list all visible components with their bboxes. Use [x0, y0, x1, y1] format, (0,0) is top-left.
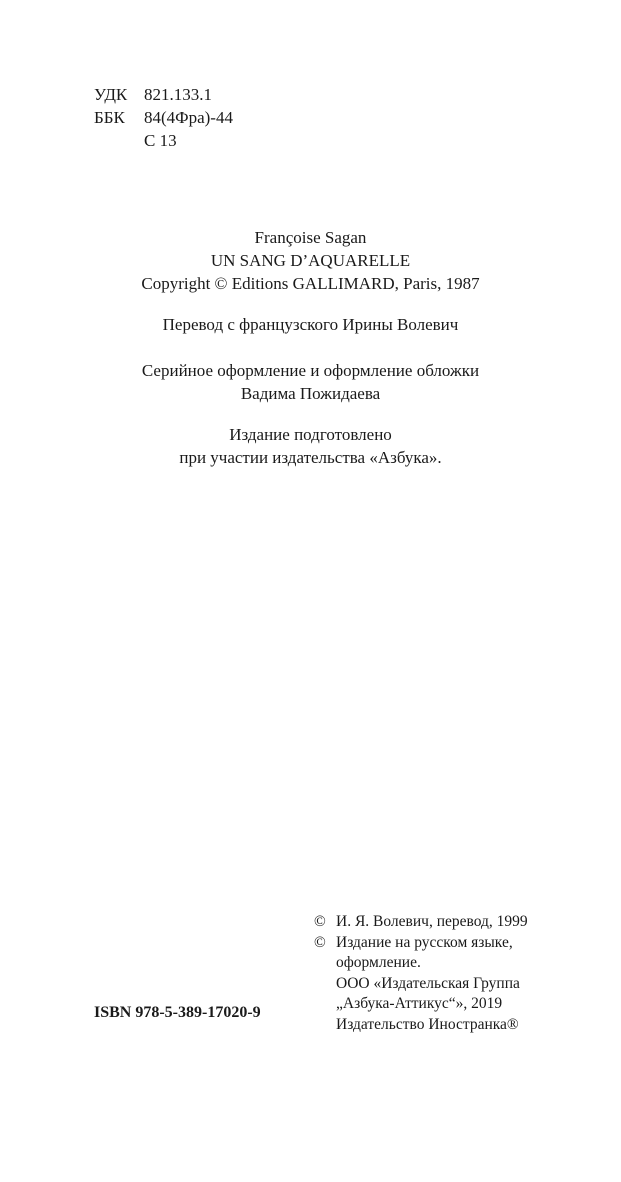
- classification-codes: [94, 83, 233, 152]
- edition-credit: [0, 423, 621, 469]
- design-line-1: Серийное оформление и оформление обложки: [141, 361, 480, 380]
- edition-line-1: Издание подготовлено: [229, 425, 392, 444]
- translation-notice: И. Я. Волевич, перевод, 1999: [336, 913, 528, 930]
- design-line-2: Вадима Пожидаева: [240, 384, 381, 403]
- translator: Перевод с французского Ирины Волевич: [162, 315, 459, 334]
- edition-notice-line-1: Издание на русском языке,: [336, 933, 513, 951]
- author-name: Françoise Sagan: [254, 228, 367, 247]
- translation-credit: [0, 313, 621, 336]
- edition-notice-line-2: оформление.: [336, 954, 421, 971]
- original-copyright: Copyright © Editions GALLIMARD, Paris, 1987: [141, 274, 480, 293]
- edition-notice-line-4: „Азбука-Аттикус“», 2019: [336, 995, 503, 1012]
- credits-block: [0, 226, 621, 469]
- edition-notice-line-3: ООО «Издательская Группа: [336, 974, 520, 992]
- original-title: UN SANG D’AQUARELLE: [210, 251, 411, 270]
- original-edition: [0, 226, 621, 295]
- edition-copyright: [314, 933, 528, 1036]
- author-mark: С 13: [144, 131, 177, 150]
- copyright-mark: ©: [314, 913, 326, 930]
- design-credit: [0, 359, 621, 405]
- translation-copyright: [314, 912, 528, 933]
- bbk-row: [94, 106, 233, 129]
- bbk-label: ББК: [94, 108, 125, 127]
- copyright-mark: ©: [314, 933, 326, 951]
- edition-line-2: при участии издательства «Азбука».: [179, 448, 442, 467]
- udk-label: УДК: [94, 85, 128, 104]
- edition-notice-line-5: Издательство Иностранка®: [336, 1015, 519, 1033]
- udk-row: [94, 83, 233, 106]
- copyright-notices: [314, 912, 528, 1035]
- bbk-value: 84(4Фра)-44: [144, 108, 233, 127]
- isbn-number: ISBN 978-5-389-17020-9: [94, 1004, 261, 1021]
- udk-value: 821.133.1: [144, 85, 212, 104]
